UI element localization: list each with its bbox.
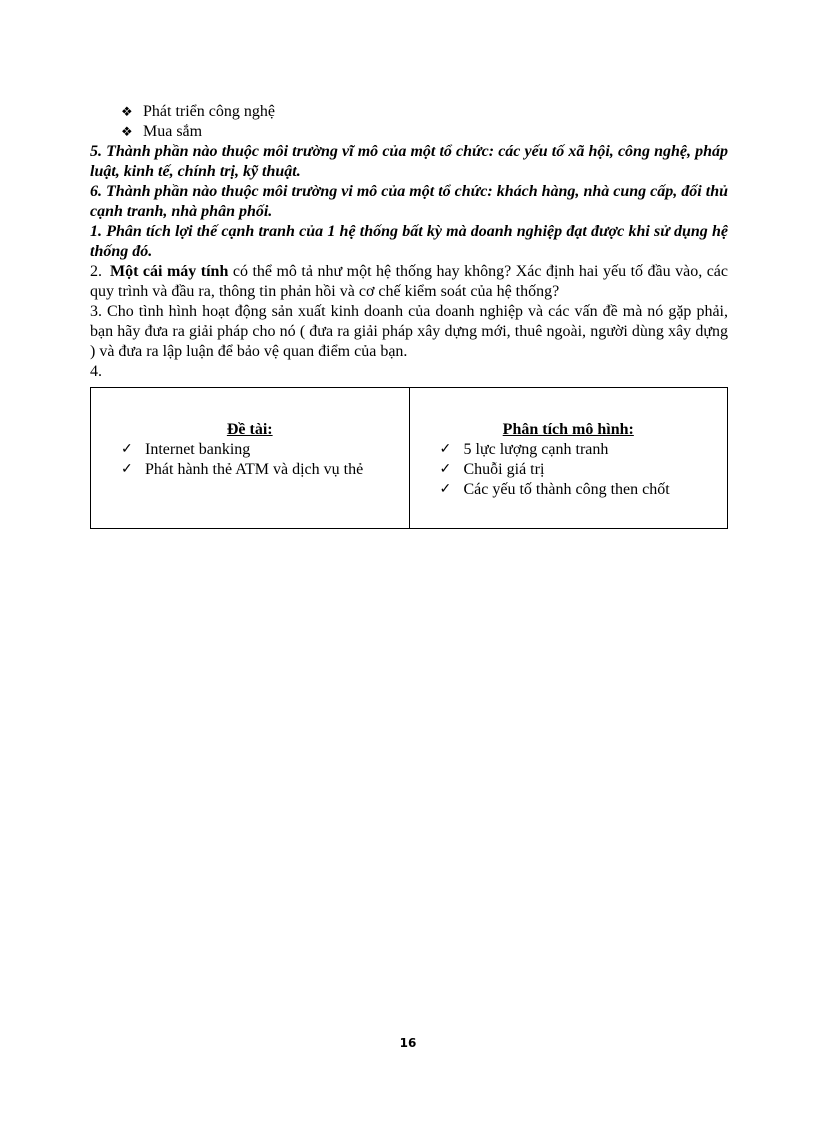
diamond-bullet-icon: ❖: [121, 124, 133, 139]
model-item: [410, 480, 728, 500]
question-2-text: có thể mô tả như một hệ thống hay không? Xác định hai yếu tố đầu vào, các quy trình và đầu ra, thông tin phản hồi và cơ chế kiểm soát của hệ thống?: [90, 263, 728, 300]
model-text: 5 lực lượng cạnh tranh: [463, 441, 609, 458]
model-text: Chuỗi giá trị: [463, 461, 545, 478]
models-title: Phân tích mô hình:: [502, 421, 634, 438]
bullet-text: Phát triển công nghệ: [143, 103, 275, 120]
question-1: 1. Phân tích lợi thế cạnh tranh của 1 hệ thống bất kỳ mà doanh nghiệp đạt được khi sử dụng hệ thống đó.: [90, 223, 728, 260]
model-item: [410, 460, 728, 480]
models-cell: [410, 388, 728, 528]
bullet-item: [90, 122, 728, 142]
page-number: 16: [399, 1036, 417, 1050]
diamond-bullet-icon: ❖: [121, 104, 133, 119]
bullet-list: [90, 102, 728, 142]
model-text: Các yếu tố thành công then chốt: [463, 481, 670, 498]
question-2-number: 2.: [90, 263, 102, 280]
checkmark-icon: ✓: [121, 442, 133, 457]
topics-title: Đề tài:: [226, 421, 273, 438]
checkmark-icon: ✓: [439, 442, 452, 457]
bullet-text: Mua sắm: [143, 123, 203, 140]
question-3: 3. Cho tình hình hoạt động sản xuất kinh doanh của doanh nghiệp và các vấn đề mà nó gặp phải, bạn hãy đưa ra giải pháp cho nó ( đưa ra giải pháp xây dựng mới, thuê ngoài, người dùng xây dựng ) và đưa ra lập luận để bảo vệ quan điểm của bạn.: [90, 303, 728, 360]
topics-list: [91, 440, 409, 480]
models-list: [410, 440, 728, 500]
checkmark-icon: ✓: [439, 462, 452, 477]
question-2-bold: Một cái máy tính: [110, 263, 229, 280]
topic-text: Phát hành thẻ ATM và dịch vụ thẻ: [145, 461, 364, 478]
topics-table: [90, 387, 728, 529]
bullet-item: [90, 102, 728, 122]
topic-item: [91, 460, 409, 480]
topics-cell: [91, 388, 410, 528]
question-4: 4.: [90, 363, 102, 380]
checkmark-icon: ✓: [121, 462, 133, 477]
question-6: 6. Thành phần nào thuộc môi trường vi mô của một tổ chức: khách hàng, nhà cung cấp, đối thủ cạnh tranh, nhà phân phối.: [90, 183, 728, 220]
model-item: [410, 440, 728, 460]
question-2: [90, 262, 728, 302]
document-body: [90, 102, 728, 382]
checkmark-icon: ✓: [439, 482, 452, 497]
topic-text: Internet banking: [145, 441, 251, 458]
topic-item: [91, 440, 409, 460]
question-5: 5. Thành phần nào thuộc môi trường vĩ mô của một tổ chức: các yếu tố xã hội, công nghệ, pháp luật, kinh tế, chính trị, kỹ thuật.: [90, 143, 728, 180]
